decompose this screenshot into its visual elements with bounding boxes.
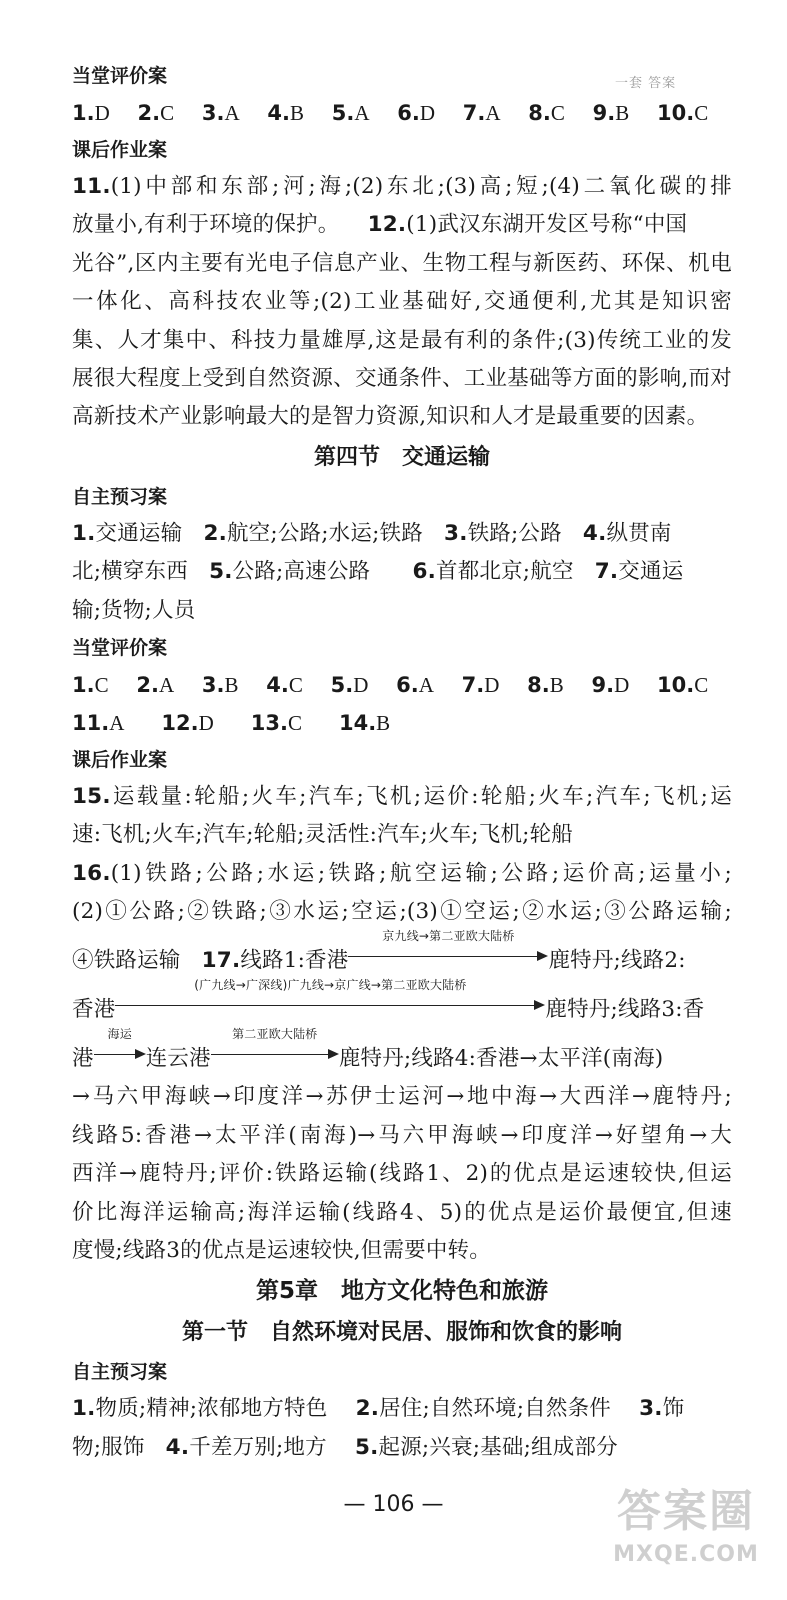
text-line: 1.交通运输 2.航空;公路;水运;铁路 3.铁路;公路 4.纵贯南 (72, 520, 672, 546)
text-line: 物;服饰 4.千差万别;地方 5.起源;兴衰;基础;组成部分 (72, 1434, 618, 1460)
text-line: 速:飞机;火车;汽车;轮船;灵活性:汽车;火车;飞机;轮船 (72, 822, 573, 848)
text-line: →马六甲海峡→印度洋→苏伊士运河→地中海→大西洋→鹿特丹; (72, 1084, 732, 1110)
chapter-title: 第5章 地方文化特色和旅游 (255, 1278, 548, 1305)
text-line: 11.(1)中部和东部;河;海;(2)东北;(3)高;短;(4)二氧化碳的排 (72, 174, 732, 199)
route-line-1: ④铁路运输 17.线路1:香港 京九线→第二亚欧大陆桥 鹿特丹;线路2: (72, 929, 686, 974)
answer-row: 1.D 2.C 3.A 4.B 5.A 6.D 7.A 8.C 9.B 10.C (72, 101, 709, 125)
route-line-3: 港 海运 连云港 第二亚欧大陆桥 鹿特丹;线路4:香港→太平洋(南海) (72, 1027, 664, 1072)
labeled-arrow: 京九线→第二亚欧大陆桥 (348, 947, 548, 967)
text-line: 价比海洋运输高;海洋运输(线路4、5)的优点是运价最便宜,但速 (72, 1199, 732, 1225)
answer-page (72, 58, 732, 1467)
corner-stamp: 一套 答案 (615, 76, 677, 91)
text-line: 放量小,有利于环境的保护。 12.(1)武汉东湖开发区号称“中国 (72, 212, 688, 238)
section-heading-homework: 课后作业案 (72, 748, 168, 771)
section-heading-homework: 课后作业案 (72, 139, 168, 161)
text-line: 西洋→鹿特丹;评价:铁路运输(线路1、2)的优点是运速较快,但运 (72, 1161, 732, 1187)
answer-row: 1.C 2.A 3.B 4.C 5.D 6.A 7.D 8.B 9.D 10.C (72, 672, 709, 697)
text-line: 输;货物;人员 (72, 597, 196, 623)
text-line: 一体化、高科技农业等;(2)工业基础好,交通便利,尤其是知识密 (72, 289, 732, 315)
labeled-arrow: 第二亚欧大陆桥 (211, 1045, 339, 1065)
text-line: 1.物质;精神;浓郁地方特色 2.居住;自然环境;自然条件 3.饰 (72, 1396, 685, 1422)
watermark-logo: 答案圈 MXQE.COM (613, 1486, 759, 1567)
text-line: 16.(1)铁路;公路;水运;铁路;航空运输;公路;运价高;运量小; (72, 860, 732, 886)
section-heading-preview: 自主预习案 (72, 1361, 168, 1384)
labeled-arrow: 海运 (94, 1045, 146, 1065)
section-heading-eval: 当堂评价案 (72, 65, 168, 87)
text-line: 集、人才集中、科技力量雄厚,这是最有利的条件;(3)传统工业的发 (72, 327, 732, 353)
section-heading-eval: 当堂评价案 (72, 636, 168, 659)
text-line: 度慢;线路3的优点是运速较快,但需要中转。 (72, 1238, 491, 1264)
text-line: (2)①公路;②铁路;③水运;空运;(3)①空运;②水运;③公路运输; (72, 899, 732, 925)
answer-row: 11.A 12.D 13.C 14.B (72, 710, 391, 735)
text-line: 高新技术产业影响最大的是智力资源,知识和人才是最重要的因素。 (72, 404, 709, 430)
text-line: 线路5:香港→太平洋(南海)→马六甲海峡→印度洋→好望角→大 (72, 1122, 732, 1148)
section-title: 第一节 自然环境对民居、服饰和饮食的影响 (181, 1320, 622, 1346)
section-title: 第四节 交通运输 (313, 444, 490, 470)
labeled-arrow: (广九线→广深线)广九线→京广线→第二亚欧大陆桥 (115, 996, 545, 1016)
text-line: 15.运载量:轮船;火车;汽车;飞机;运价:轮船;火车;汽车;飞机;运 (72, 783, 732, 809)
route-line-2: 香港 (广九线→广深线)广九线→京广线→第二亚欧大陆桥 鹿特丹;线路3:香 (72, 978, 705, 1023)
text-line: 北;横穿东西 5.公路;高速公路 6.首都北京;航空 7.交通运 (72, 559, 684, 585)
section-heading-preview: 自主预习案 (72, 485, 168, 508)
page-number: — 106 — (343, 1492, 444, 1517)
text-line: 光谷”,区内主要有光电子信息产业、生物工程与新医药、环保、机电 (72, 250, 732, 276)
text-line: 展很大程度上受到自然资源、交通条件、工业基础等方面的影响,而对 (72, 365, 732, 391)
